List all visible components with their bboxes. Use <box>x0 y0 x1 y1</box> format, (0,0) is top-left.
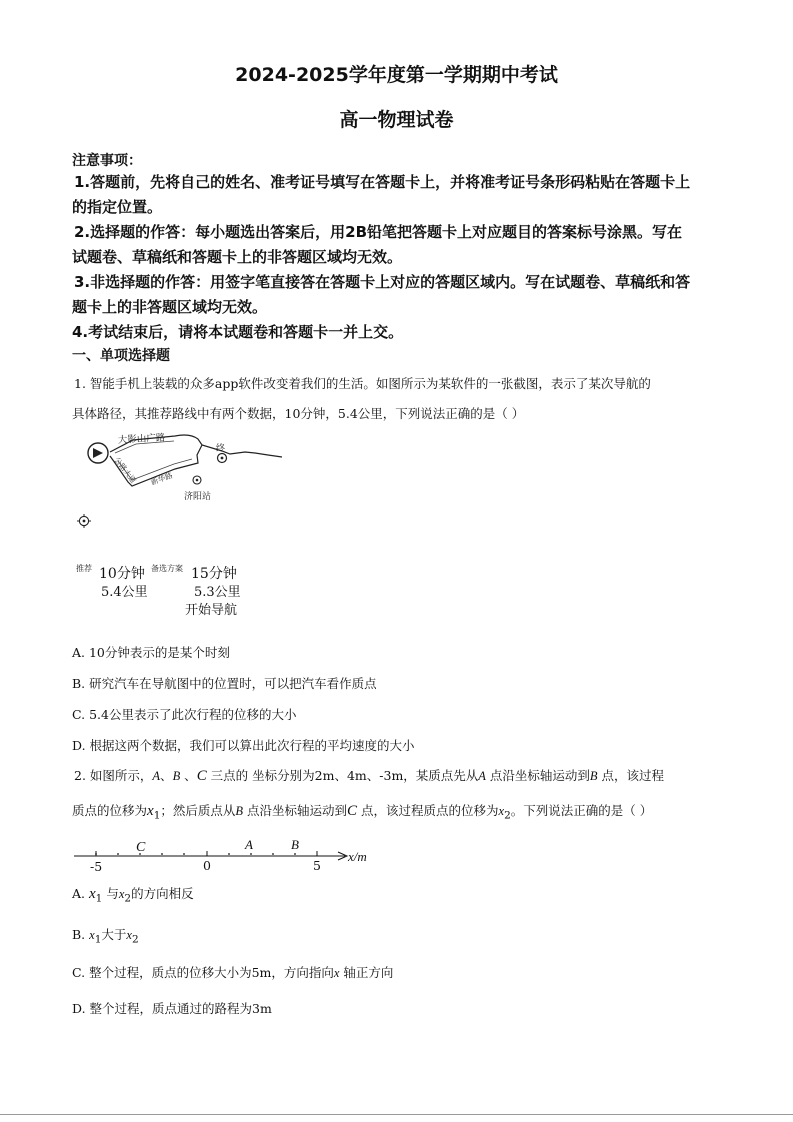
x-variable: x <box>147 803 154 819</box>
point-c-axis-label: C <box>136 840 146 855</box>
point-c-label: C <box>347 803 358 819</box>
tick-label-minus-5: -5 <box>90 859 103 874</box>
start-navigation-text: 开始导航 <box>185 603 238 618</box>
q1-option-b: B. 研究汽车在导航图中的位置时，可以把汽车看作质点 <box>72 676 377 691</box>
x-variable: x <box>333 966 340 980</box>
axis-unit-label: x/m <box>348 849 367 864</box>
option-text: 轴正方向 <box>339 965 394 980</box>
option-label: A. <box>72 886 89 901</box>
x-variable: x <box>88 886 96 902</box>
road-label-1: 大影山广路 <box>117 432 166 446</box>
q2-stem-text: 2. 如图所示， <box>74 768 153 783</box>
subscript: 2 <box>131 933 139 946</box>
point-b-label: B <box>172 769 181 783</box>
tick-label-5: 5 <box>313 858 321 873</box>
route-time-2: 15分钟 <box>191 566 237 582</box>
end-label: 终 <box>216 444 226 454</box>
q2-stem-text: 质点的位移为 <box>72 803 148 818</box>
tick-label-0: 0 <box>203 858 211 873</box>
route-distance-1: 5.4公里 <box>101 585 148 600</box>
note-1-line-1: 1.答题前，先将自己的姓名、准考证号填写在答题卡上，并将准考证号条形码粘贴在答题卡上 <box>74 173 691 191</box>
q2-stem-text: 三点的 坐标分别为2m、4m、-3m，某质点先从 <box>206 768 479 783</box>
point-a-axis-label: A <box>245 837 253 852</box>
station-label: 济阳站 <box>184 492 212 502</box>
station-icon <box>193 476 201 484</box>
q2-option-a <box>72 884 194 905</box>
route-tag-alternative: 备选方案 <box>151 564 183 573</box>
q1-option-c: C. 5.4公里表示了此次行程的位移的大小 <box>72 707 297 722</box>
subscript: 1 <box>95 892 103 905</box>
location-target-icon <box>77 514 91 528</box>
footer-divider <box>0 1114 793 1115</box>
option-label: B. <box>72 927 90 942</box>
option-text: 与 <box>102 886 119 901</box>
q2-stem-text: 。下列说法正确的是（ ） <box>510 803 653 818</box>
x-variable: x <box>498 804 505 818</box>
route-tag-recommended: 推荐 <box>76 564 92 573</box>
q1-option-a: A. 10分钟表示的是某个时刻 <box>72 645 230 660</box>
option-text: 大于 <box>101 927 127 942</box>
x-variable: x <box>89 928 95 942</box>
point-c-label: C <box>196 768 207 784</box>
q1-option-d: D. 根据这两个数据，我们可以算出此次行程的平均速度的大小 <box>72 738 415 753</box>
navigation-map-figure <box>70 425 310 625</box>
route-time-1: 10分钟 <box>99 566 145 582</box>
coordinate-axis-figure <box>70 834 390 876</box>
subscript: 1 <box>153 809 161 822</box>
q2-stem-text: 点，该过程质点的位移为 <box>357 803 499 818</box>
q2-option-c <box>72 963 393 981</box>
note-2-line-1: 2.选择题的作答：每小题选出答案后，用2B铅笔把答题卡上对应题目的答案标号涂黑。写在 <box>74 223 683 241</box>
note-3-line-1: 3.非选择题的作答：用签字笔直接答在答题卡上对应的答题区域内。写在试题卷、草稿纸和答 <box>74 273 691 291</box>
route-distance-2: 5.3公里 <box>194 585 241 600</box>
end-marker-icon <box>218 454 227 463</box>
q2-stem-line-2 <box>72 801 652 822</box>
q2-option-b <box>72 925 139 946</box>
option-text: 的方向相反 <box>131 886 194 901</box>
x-variable: x <box>118 887 125 901</box>
q2-stem-text: 点，该过程 <box>597 768 665 783</box>
separator: 、 <box>160 768 173 783</box>
x-variable: x <box>126 928 132 942</box>
point-b-label: B <box>235 804 244 818</box>
point-b-axis-label: B <box>291 837 299 852</box>
q1-stem-line-1: 1. 智能手机上装载的众多app软件改变着我们的生活。如图所示为某软件的一张截图，表示了某次导航的 <box>74 376 651 391</box>
point-a-label: A <box>478 769 486 783</box>
road-label-2: 公路大道 <box>112 455 138 485</box>
note-4: 4.考试结束后，请将本试题卷和答题卡一并上交。 <box>72 323 404 341</box>
road-label-3: 新华路 <box>149 470 174 487</box>
note-1-line-2: 的指定位置。 <box>72 198 163 216</box>
exam-title: 2024-2025学年度第一学期期中考试 <box>235 64 558 86</box>
q2-stem-text: ；然后质点从 <box>160 803 236 818</box>
axis-tick-dots <box>95 853 296 855</box>
q2-stem-line-1 <box>74 766 664 785</box>
subscript: 1 <box>94 933 102 946</box>
note-2-line-2: 试题卷、草稿纸和答题卡上的非答题区域均无效。 <box>72 248 403 266</box>
q2-stem-text: 点沿坐标轴运动到 <box>243 803 348 818</box>
note-3-line-2: 题卡上的非答题区域均无效。 <box>72 298 268 316</box>
point-a-label: A <box>152 769 161 783</box>
q1-stem-line-2: 具体路径，其推荐路线中有两个数据，10分钟，5.4公里，下列说法正确的是（ ） <box>72 406 525 421</box>
notes-heading: 注意事项： <box>72 153 142 169</box>
option-text: C. 整个过程，质点的位移大小为5m，方向指向 <box>72 965 334 980</box>
separator: 、 <box>180 768 197 783</box>
exam-subtitle: 高一物理试卷 <box>339 109 454 131</box>
section-title: 一、单项选择题 <box>72 348 170 364</box>
point-b-label: B <box>589 769 598 783</box>
q2-option-d: D. 整个过程，质点通过的路程为3m <box>72 1001 272 1016</box>
subscript: 2 <box>504 809 511 822</box>
subscript: 2 <box>124 892 132 905</box>
q2-stem-text: 点沿坐标轴运动到 <box>485 768 590 783</box>
start-icon <box>88 443 108 463</box>
